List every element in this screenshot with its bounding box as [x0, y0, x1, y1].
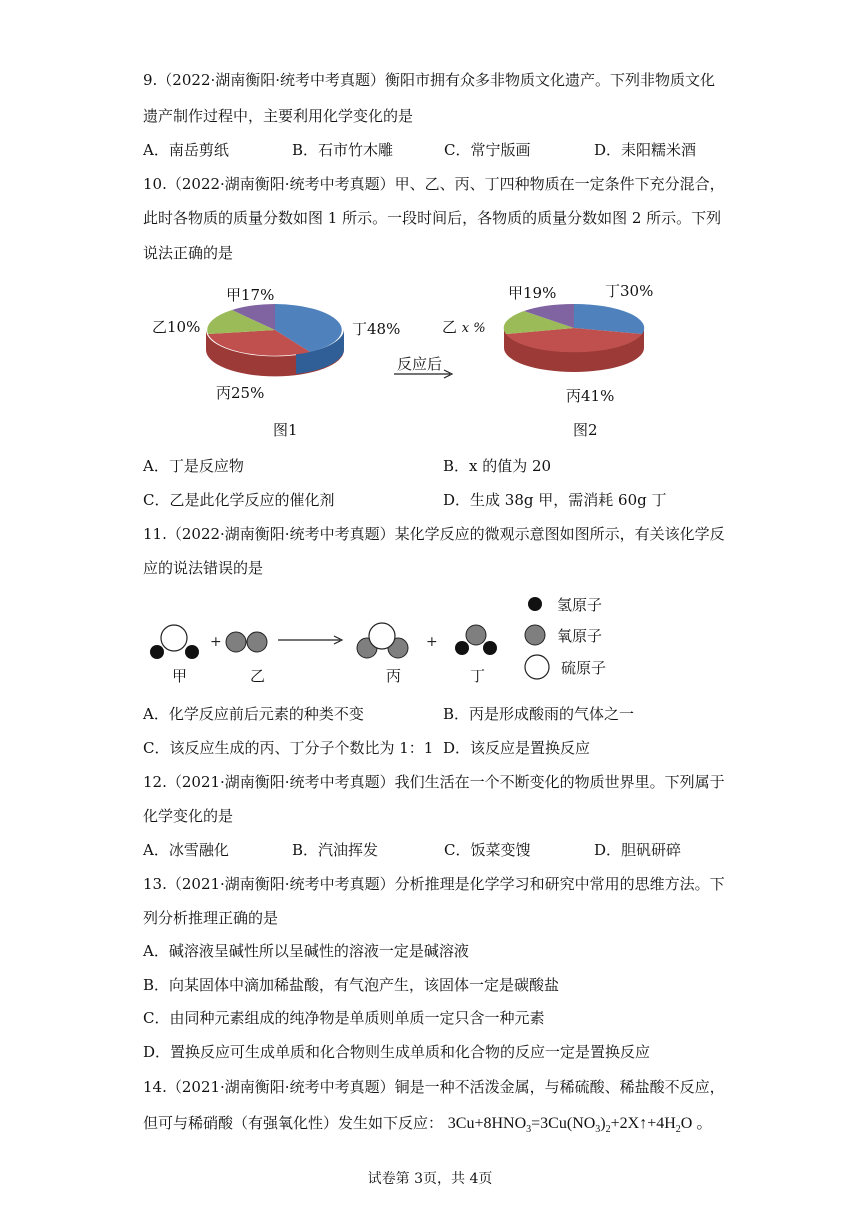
- eq-sub-c: 3: [595, 1124, 601, 1136]
- fig1-label-yi: 乙10%: [152, 318, 201, 336]
- molecule-ding: [455, 625, 497, 655]
- q11-option-b: B．丙是形成酸雨的气体之一: [443, 705, 635, 723]
- molecule-bing: [357, 623, 408, 658]
- q12-option-b: B．汽油挥发: [292, 841, 379, 859]
- q10-line1: 10.（2022·湖南衡阳·统考中考真题）甲、乙、丙、丁四种物质在一定条件下充分混合，: [143, 175, 725, 193]
- q11-line2: 应的说法错误的是: [143, 559, 264, 577]
- fig1-caption: 图1: [273, 421, 298, 439]
- q10-option-a: A．丁是反应物: [143, 457, 244, 475]
- eq-part-b: =3Cu: [531, 1115, 567, 1132]
- q13-option-d: D．置换反应可生成单质和化合物则生成单质和化合物的反应一定是置换反应: [143, 1043, 651, 1061]
- q12-option-a: A．冰雪融化: [143, 841, 229, 859]
- arrow-icon: [278, 636, 342, 644]
- q13-line2: 列分析推理正确的是: [143, 909, 279, 927]
- pie-chart-2: [500, 290, 650, 390]
- q11-option-d: D．该反应是置换反应: [443, 739, 591, 757]
- q14-equation: [447, 1115, 713, 1136]
- eq-part-d: ): [600, 1115, 606, 1132]
- pie2-top: [504, 304, 645, 352]
- q13-option-c: C．由同种元素组成的纯净物是单质则单质一定只含一种元素: [143, 1009, 545, 1027]
- fig1-label-jia: 甲17%: [226, 286, 275, 304]
- eq-part-c: (NO: [566, 1115, 596, 1132]
- legend-oxygen: [523, 624, 602, 646]
- q13-option-a: A．碱溶液呈碱性所以呈碱性的溶液一定是碱溶液: [143, 942, 469, 960]
- legend-sulfur-label: 硫原子: [561, 658, 607, 677]
- q12-line1: 12.（2021·湖南衡阳·统考中考真题）我们生活在一个不断变化的物质世界里。下列属于: [143, 773, 725, 791]
- eq-sub-a: 3: [526, 1124, 532, 1136]
- fig2-caption: 图2: [573, 421, 598, 439]
- svg-text:+: +: [426, 634, 438, 650]
- q12-option-d: D．胆矾研碎: [594, 841, 682, 859]
- q9-option-d: D．耒阳糯米酒: [594, 141, 697, 159]
- molecule-label-bing: 丙: [386, 667, 402, 685]
- reaction-diagram: [140, 620, 510, 665]
- q10-line2: 此时各物质的质量分数如图 1 所示。一段时间后，各物质的质量分数如图 2 所示。下列: [143, 209, 722, 227]
- svg-text:+: +: [210, 634, 222, 650]
- q14-line1: 14.（2021·湖南衡阳·统考中考真题）铜是一种不活泼金属，与稀硫酸、稀盐酸不反应，: [143, 1078, 725, 1096]
- fig2-label-bing: 丙41%: [566, 387, 615, 405]
- q13-line1: 13.（2021·湖南衡阳·统考中考真题）分析推理是化学学习和研究中常用的思维方法。下: [143, 875, 725, 893]
- molecule-yi: [226, 632, 267, 652]
- q12-line2: 化学变化的是: [143, 807, 234, 825]
- legend-sulfur: [523, 656, 606, 678]
- eq-part-e: +2X↑+4H: [610, 1115, 676, 1132]
- oxygen-atom-icon: [523, 624, 547, 646]
- q9-line2: 遗产制作过程中，主要利用化学变化的是: [143, 107, 414, 125]
- q10-line3: 说法正确的是: [143, 244, 234, 262]
- q13-option-b: B．向某固体中滴加稀盐酸，有气泡产生，该固体一定是碳酸盐: [143, 976, 560, 994]
- fig2-label-yi: [442, 318, 486, 338]
- eq-part-g: 。: [692, 1115, 713, 1132]
- fig2-label-ding: 丁30%: [605, 282, 654, 300]
- eq-part-a: 3Cu+8HNO: [447, 1115, 527, 1132]
- pie1-top: [207, 304, 342, 356]
- fig2-label-yi-name: 乙: [442, 318, 458, 336]
- legend-hydrogen: [523, 593, 602, 615]
- molecule-label-jia: 甲: [172, 667, 188, 685]
- pie-chart-1: [200, 290, 375, 390]
- q11-option-a: A．化学反应前后元素的种类不变: [143, 705, 364, 723]
- legend-hydrogen-label: 氢原子: [557, 595, 603, 614]
- molecule-jia: [150, 625, 199, 659]
- q14-line2-text: 但可与稀硝酸（有强氧化性）发生如下反应：: [143, 1114, 444, 1132]
- q14-line2: [143, 1113, 712, 1140]
- q11-line1: 11.（2022·湖南衡阳·统考中考真题）某化学反应的微观示意图如图所示，有关该化学反: [143, 525, 725, 543]
- q10-option-c: C．乙是此化学反应的催化剂: [143, 491, 335, 509]
- q10-option-b: B．x 的值为 20: [443, 457, 552, 475]
- legend-oxygen-label: 氧原子: [557, 626, 603, 645]
- fig1-label-ding: 丁48%: [352, 320, 401, 338]
- fig2-label-yi-value: x %: [461, 321, 486, 336]
- q10-option-d: D．生成 38g 甲，需消耗 60g 丁: [443, 491, 667, 509]
- eq-part-f: O: [680, 1115, 693, 1132]
- arrow-label: 反应后: [397, 355, 443, 373]
- q9-option-b: B．石市竹木雕: [292, 141, 394, 159]
- q9-option-a: A．南岳剪纸: [143, 141, 229, 159]
- page-footer: 试卷第 3页，共 4页: [367, 1171, 493, 1187]
- eq-sub-e: 2: [675, 1124, 681, 1136]
- molecule-label-ding: 丁: [470, 667, 486, 685]
- sulfur-atom-icon: [523, 653, 551, 681]
- q9-option-c: C．常宁版画: [444, 141, 531, 159]
- q11-option-c: C．该反应生成的丙、丁分子个数比为 1：1: [143, 739, 434, 757]
- reaction-arrow-icon: [394, 368, 456, 380]
- fig2-label-jia: 甲19%: [508, 284, 557, 302]
- fig1-label-bing: 丙25%: [216, 384, 265, 402]
- q12-option-c: C．饭菜变馊: [444, 841, 531, 859]
- hydrogen-atom-icon: [523, 593, 547, 615]
- eq-sub-d: 2: [605, 1124, 611, 1136]
- molecule-label-yi: 乙: [250, 667, 266, 685]
- q9-line1: 9.（2022·湖南衡阳·统考中考真题）衡阳市拥有众多非物质文化遗产。下列非物质文化: [143, 71, 716, 89]
